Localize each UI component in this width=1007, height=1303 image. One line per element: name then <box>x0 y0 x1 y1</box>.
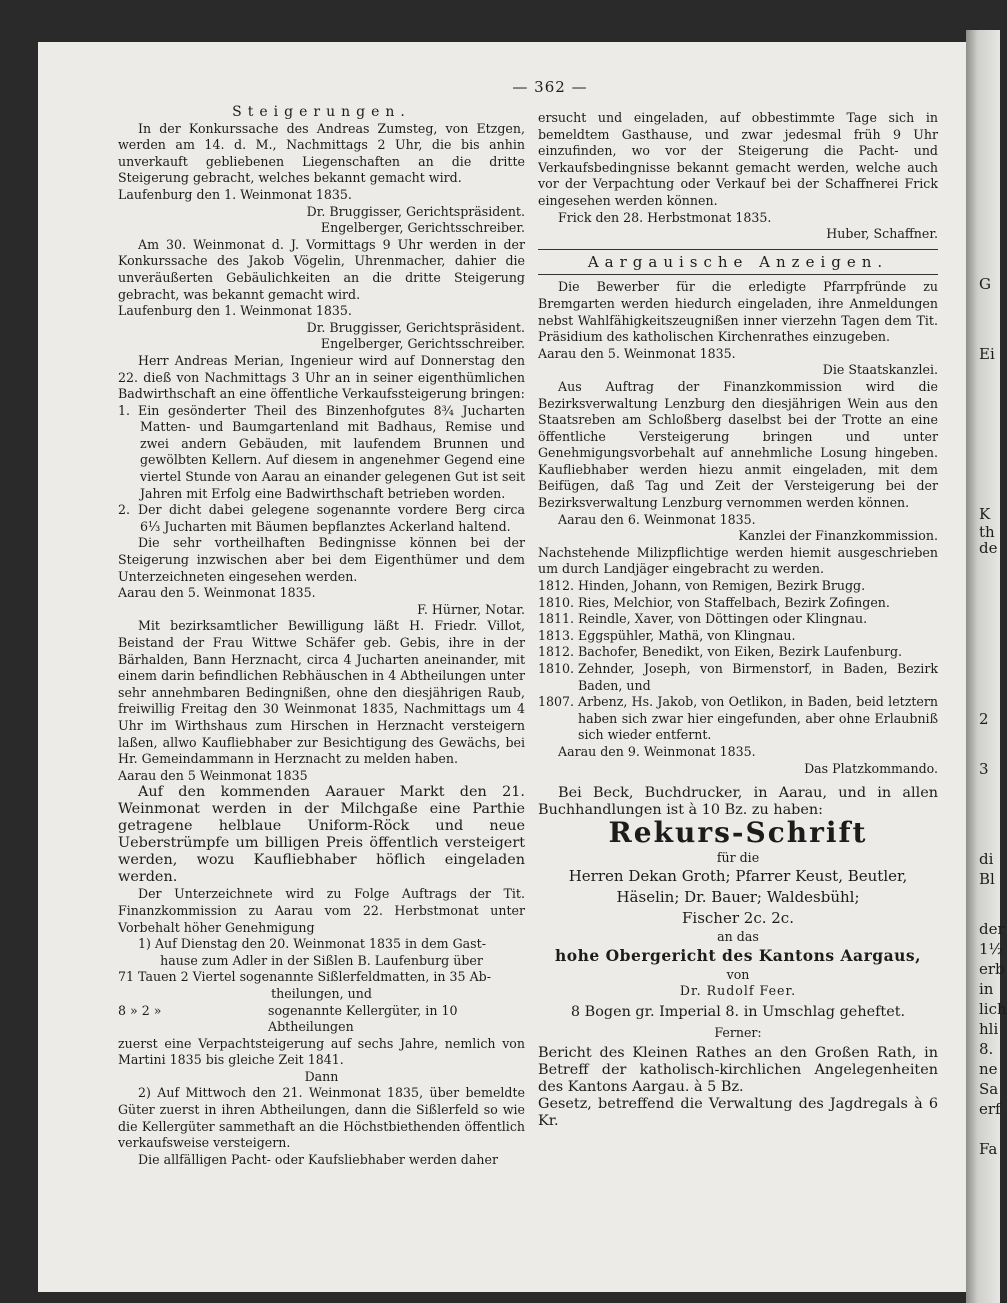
edge-fragment: erb <box>979 960 1005 978</box>
notice-place-date: Aarau den 9. Weinmonat 1835. <box>558 743 756 759</box>
notice-place-date: Laufenburg den 1. Weinmonat 1835. <box>118 186 352 202</box>
notice-signature: Dr. Bruggisser, Gerichtspräsident. <box>306 203 525 219</box>
book-an-das: an das <box>717 929 759 945</box>
notice-list-item: 2. Der dicht dabei gelegene sogenannte vordere Berg circa 6⅓ Jucharten mit Bäumen bepflanztes Ackerland haltend. <box>118 502 525 534</box>
edge-fragment: Fa <box>979 1140 998 1158</box>
edge-fragment: ne <box>979 1060 998 1078</box>
miliz-table <box>538 578 938 744</box>
notice-place-date: Aarau den 5. Weinmonat 1835. <box>538 345 736 361</box>
book-von: von <box>726 966 750 982</box>
notice-place-date: Aarau den 5. Weinmonat 1835. <box>118 585 316 601</box>
notice-dann: Dann <box>304 1068 339 1084</box>
section-heading-aargauische-anzeigen: Aargauische Anzeigen. <box>587 252 889 271</box>
notice-land-row: theilungen, und <box>271 985 372 1001</box>
facing-page-edge <box>975 255 1007 1303</box>
book-ferner: Ferner: <box>714 1024 762 1040</box>
notice-continuation: ersucht und eingeladen, auf obbestimmte Tage sich in bemeldtem Gasthause, und zwar jedesmal früh 9 Uhr einzufinden, wo vor der Steigerung die Pacht- und Verkaufsbedingnisse bekannt gemacht werden, welche auch vor der Verpachtung oder Verkauf bei der Schaffnerei Frick eingesehen werden können. <box>538 110 938 208</box>
notice-list-item: 1) Auf Dienstag den 20. Weinmonat 1835 in dem Gast- <box>138 936 486 952</box>
book-addressee: hohe Obergericht des Kantons Aargaus, <box>554 945 922 965</box>
notice-lease-terms: zuerst eine Verpachtsteigerung auf sechs Jahre, nemlich von Martini 1835 bis gleiche Zeit 1841. <box>118 1035 525 1068</box>
book-names-line: Fischer 2c. 2c. <box>682 909 794 928</box>
edge-fragment: 8. <box>979 1040 994 1058</box>
notice-pfarrpfruende: Die Bewerber für die erledigte Pfarrpfründe zu Bremgarten werden hiedurch eingeladen, ihre Anmeldungen nebst Wahlfähigkeitszeugnißen inner vierzehn Tagen dem Tit. Präsidium des katholischen Kirchenrathes einzugeben. <box>538 279 938 345</box>
miliz-row: 1810. Zehnder, Joseph, von Birmenstorf, in Baden, Bezirk Baden, und <box>538 661 938 693</box>
notice-land-table: 8 » 2 » sogenannte Kellergüter, in 10 Abtheilungen <box>118 1002 458 1035</box>
notice-voegelin: Am 30. Weinmonat d. J. Vormittags 9 Uhr werden in der Konkurssache des Jakob Vögelin, Uhrenmacher, dahier die unveräußerten Gebäulichkeiten an die dritte Steigerung gebracht, was bekannt gemacht wird. <box>118 236 525 302</box>
page-number: — 362 — <box>512 78 588 96</box>
notice-last-line: Die allfälligen Pacht- oder Kaufsliebhaber werden daher <box>138 1151 498 1167</box>
miliz-row: 1812. Bachofer, Benedikt, von Eiken, Bezirk Laufenburg. <box>538 644 903 660</box>
notice-place-date: Aarau den 6. Weinmonat 1835. <box>558 511 756 527</box>
book-fuer: für die <box>716 849 760 865</box>
notice-place-date: Aarau den 5 Weinmonat 1835 <box>118 767 308 783</box>
notice-land-row: 71 Tauen 2 Viertel sogenannte Sißlerfeldmatten, in 35 Ab- <box>118 969 491 985</box>
notice-place-date: Frick den 28. Herbstmonat 1835. <box>558 209 772 225</box>
right-column <box>538 110 938 1130</box>
miliz-row: 1813. Eggspühler, Mathä, von Klingnau. <box>538 627 796 643</box>
notice-wine-auction: Aus Auftrag der Finanzkommission wird die Bezirksverwaltung Lenzburg den diesjährigen Wein aus den Staatsreben am Schloßberg daselbst bei der Trotte an eine öffentliche Versteigerung bringen und unter Genehmigungsvorbehalt auf annehmliche Losung hingeben. Kaufliebhaber werden hiezu anmit eingeladen, mit dem Beifügen, daß Tag und Zeit der Versteigerung bei der Bezirksverwaltung Lenzburg vernommen werden können. <box>538 378 938 511</box>
edge-fragment: di <box>979 850 994 868</box>
miliz-row: 1810. Ries, Melchior, von Staffelbach, Bezirk Zofingen. <box>538 594 890 610</box>
notice-miliz: Nachstehende Milizpflichtige werden hiemit ausgeschrieben um durch Landjäger eingebracht zu werden. <box>538 544 938 577</box>
notice-merian: Herr Andreas Merian, Ingenieur wird auf Donnerstag den 22. dieß von Nachmittags 3 Uhr an in seiner eigenthümlichen Badwirthschaft an eine öffentliche Verkaufssteigerung bringen: <box>118 352 525 402</box>
left-column <box>118 104 525 1168</box>
section-heading-steigerungen: Steigerungen. <box>232 104 411 120</box>
notice-uniform-auction: Auf den kommenden Aarauer Markt den 21. Weinmonat werden in der Milchgaße eine Parthie getragene helblaue Uniform-Röck und neue Ueberstrümpfe um billigen Preis öffentlich versteigert werden, wozu Kaufliebhaber höflich eingeladen werden. <box>118 784 525 886</box>
notice-signature: Engelberger, Gerichtsschreiber. <box>320 220 525 236</box>
edge-fragment: Bl <box>979 870 995 888</box>
edge-fragment: 3 <box>979 760 989 778</box>
miliz-row: 1811. Reindle, Xaver, von Döttingen oder Klingnau. <box>538 611 868 627</box>
edge-fragment: der <box>979 920 1005 938</box>
notice-signature: Huber, Schaffner. <box>826 226 938 242</box>
notice-signature: F. Hürner, Notar. <box>417 601 525 617</box>
notice-conditions: Die sehr vortheilhaften Bedingnisse können bei der Steigerung inzwischen aber bei dem Eigenthümer und dem Unterzeichneten eingesehen werden. <box>118 535 525 584</box>
book-ad-intro: Bei Beck, Buchdrucker, in Aarau, und in allen Buchhandlungen ist à 10 Bz. zu haben: <box>538 785 938 819</box>
edge-fragment: Ei <box>979 345 995 363</box>
notice-place-date: Laufenburg den 1. Weinmonat 1835. <box>118 303 352 319</box>
notice-list-item: 1. Ein gesönderter Theil des Binzenhofgutes 8¾ Jucharten Matten- und Baumgartenland mit Badhaus, Remise und zwei andern Gebäuden, mit laufendem Brunnen und gewölbten Kellern. Auf diesem in angenehmer Gegend eine viertel Stunde von Aarau an einander gelegenen Gut ist seit Jahren mit Erfolg eine Badwirthschaft betrieben worden. <box>118 402 525 501</box>
edge-fragment: Sa <box>979 1080 999 1098</box>
notice-zumsteg: In der Konkurssache des Andreas Zumsteg, von Etzgen, werden am 14. d. M., Nachmittags 2 Uhr, die bis anhin unverkauft gebliebenen Liegenschaften an die dritte Steigerung gebracht, welches bekannt gemacht wird. <box>118 120 525 186</box>
edge-fragment: 2 <box>979 710 989 728</box>
book-title: Rekurs-Schrift <box>608 816 868 850</box>
edge-fragment: th <box>979 523 995 541</box>
notice-list-item: hause zum Adler in der Sißlen B. Laufenburg über <box>160 952 483 968</box>
edge-fragment: G <box>979 275 991 293</box>
edge-fragment: hli <box>979 1020 999 1038</box>
notice-finanzkommission: Der Unterzeichnete wird zu Folge Auftrags der Tit. Finanzkommission zu Aarau vom 22. Herbstmonat unter Vorbehalt höher Genehmigung <box>118 886 525 935</box>
notice-villot: Mit bezirksamtlicher Bewilligung läßt H. Friedr. Villot, Beistand der Frau Wittwe Schäfer geb. Gebis, ihre in der Bärhalden, Bann Herznacht, circa 4 Jucharten aneinander, mit einem darin befindlichen Rebhäuschen in 4 Abtheilungen unter sehr annehmbaren Bedingnißen, ohne den diesjährigen Raub, freiwillig Freitag den 30 Weinmonat 1835, Nachmittags um 4 Uhr im Wirthshaus zum Hirschen in Herznacht versteigern laßen, allwo Kaufliebhaber zur Besichtigung des Gewächs, bei Hr. Gemeindammann in Herznacht zu melden haben. <box>118 618 525 767</box>
book-further-title: Bericht des Kleinen Rathes an den Großen Rath, in Betreff der katholisch-kirchlichen Angelegenheiten des Kantons Aargau. à 5 Bz. <box>538 1045 938 1096</box>
edge-fragment: K <box>979 505 991 523</box>
notice-signature: Das Platzkommando. <box>804 760 938 776</box>
miliz-row: 1807. Arbenz, Hs. Jakob, von Oetlikon, in Baden, beid letztern haben sich zwar hier eingefunden, aber ohne Erlaubniß sich wieder entfernt. <box>538 694 938 743</box>
book-names-line: Häselin; Dr. Bauer; Waldesbühl; <box>616 888 860 907</box>
edge-fragment: de <box>979 539 998 557</box>
edge-fragment: 1½ <box>979 940 1004 958</box>
notice-signature: Die Staatskanzlei. <box>822 362 938 378</box>
section-divider <box>538 274 938 275</box>
notice-signature: Engelberger, Gerichtsschreiber. <box>320 336 525 352</box>
section-divider <box>538 249 938 250</box>
book-names-line: Herren Dekan Groth; Pfarrer Keust, Beutler, <box>568 867 908 886</box>
notice-signature: Kanzlei der Finanzkommission. <box>738 528 938 544</box>
miliz-row: 1812. Hinden, Johann, von Remigen, Bezirk Brugg. <box>538 578 866 594</box>
book-author: Dr. Rudolf Feer. <box>679 983 797 999</box>
notice-signature: Dr. Bruggisser, Gerichtspräsident. <box>306 319 525 335</box>
book-format: 8 Bogen gr. Imperial 8. in Umschlag geheftet. <box>570 1003 906 1020</box>
edge-fragment: erf <box>979 1100 1001 1118</box>
edge-fragment: lich <box>979 1000 1007 1018</box>
notice-list-item: 2) Auf Mittwoch den 21. Weinmonat 1835, über bemeldte Güter zuerst in ihren Abtheilungen, dann die Sißlerfeld so wie die Kellergüter sammethaft an die Höchstbiethenden öffentlich verkaufsweise versteigern. <box>118 1085 525 1151</box>
edge-fragment: in <box>979 980 994 998</box>
book-further-title: Gesetz, betreffend die Verwaltung des Jagdregals à 6 Kr. <box>538 1096 938 1130</box>
